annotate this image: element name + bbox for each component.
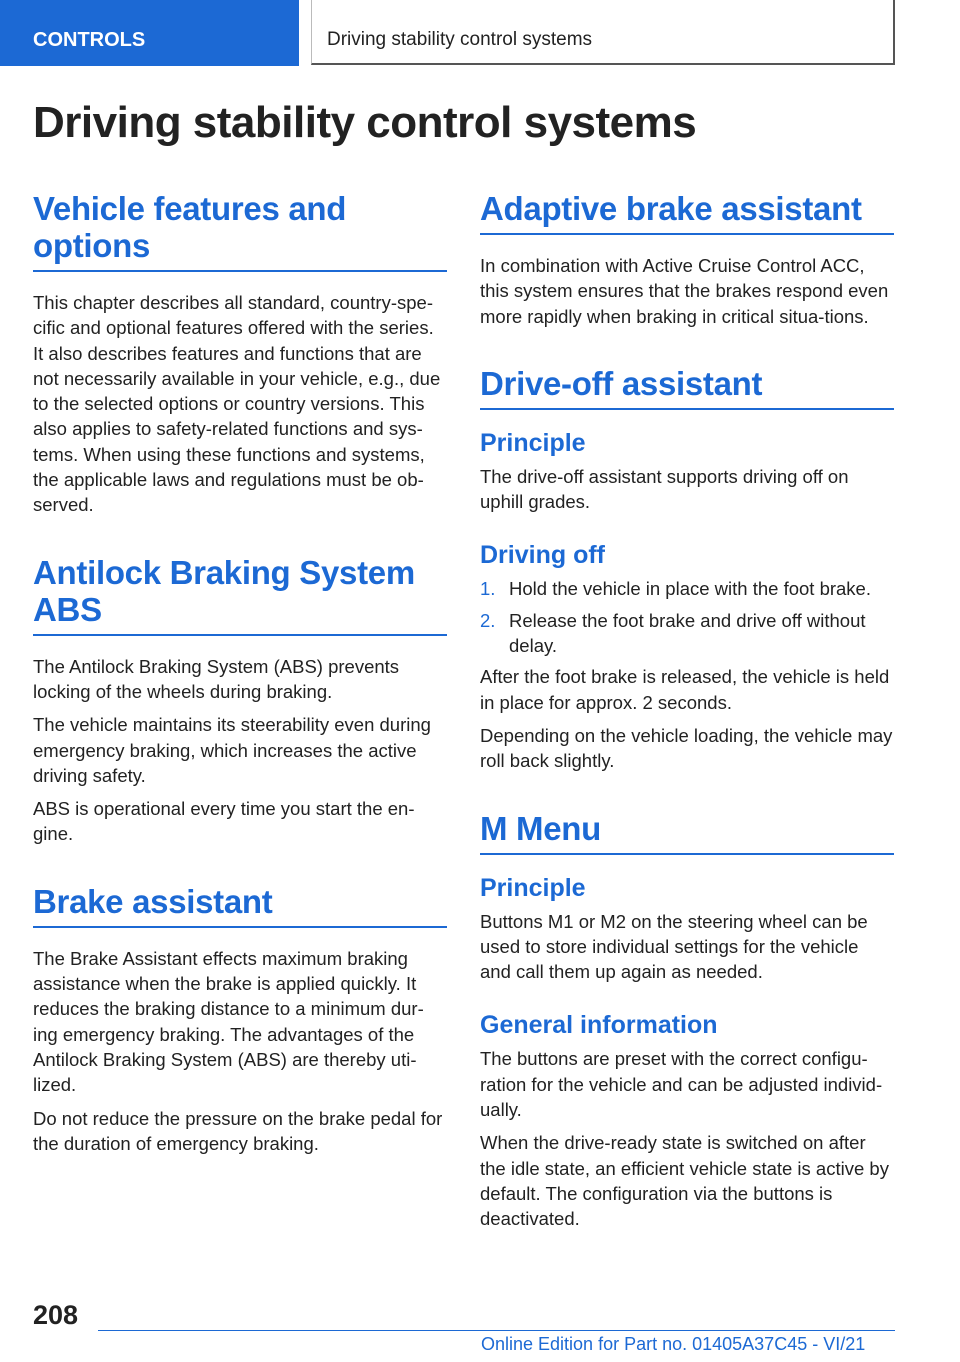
subheading-driving-off: Driving off	[480, 541, 605, 570]
paragraph: ABS is operational every time you start the en-gine.	[33, 798, 415, 845]
paragraph: The Brake Assistant effects maximum braking assistance when the brake is applied quickly. It reduces the braking distance to a minimum dur-ing emergency braking. The advantages of the Antilock Braking System (ABS) are thereby uti-lized.	[33, 947, 424, 1096]
chapter-header-title: Driving stability control systems	[311, 0, 895, 65]
paragraph: Buttons M1 or M2 on the steering wheel can be used to store individual settings for the vehicle and call them up again as needed.	[480, 910, 868, 983]
paragraph: After the foot brake is released, the vehicle is held in place for approx. 2 seconds.	[480, 666, 890, 713]
step-number: 1.	[480, 578, 496, 600]
subheading-principle: Principle	[480, 873, 586, 902]
paragraph: The vehicle maintains its steerability even during emergency braking, which increases the active driving safety.	[33, 714, 431, 786]
section-tab: CONTROLS	[0, 0, 299, 66]
heading-m-menu: M Menu	[480, 810, 894, 855]
heading-vehicle-features: Vehicle features and options	[33, 190, 447, 272]
paragraph: Do not reduce the pressure on the brake pedal for the duration of emergency braking.	[33, 1107, 443, 1154]
step-text: Hold the vehicle in place with the foot brake.	[509, 578, 871, 600]
page-title: Driving stability control systems	[33, 98, 697, 147]
step-text: Release the foot brake and drive off without delay.	[509, 609, 866, 657]
paragraph: In combination with Active Cruise Control ACC, this system ensures that the brakes respond even more rapidly when braking in critical situa-tions.	[480, 255, 889, 327]
paragraph: The drive-off assistant supports driving off on uphill grades.	[480, 465, 849, 513]
right-column	[480, 190, 894, 1240]
heading-adaptive-brake-assistant: Adaptive brake assistant	[480, 190, 894, 235]
paragraph: This chapter describes all standard, country-spe-cific and optional features offered with the series. It also describes features and functions that are not necessarily available in your vehicle, e.g., due to the selected options or country versions. This also applies to safety-related functions and sys-tems. When using these functions and systems, the applicable laws and regulations must be ob-served.	[33, 292, 441, 516]
list-item	[480, 576, 894, 601]
page-number: 208	[33, 1300, 79, 1330]
paragraph: The Antilock Braking System (ABS) prevents locking of the wheels during braking.	[33, 655, 400, 702]
edition-footer: Online Edition for Part no. 01405A37C45 - VI/21	[481, 1334, 866, 1354]
subheading-principle: Principle	[480, 428, 586, 457]
paragraph: Depending on the vehicle loading, the vehicle may roll back slightly.	[480, 724, 893, 772]
subheading-general-information: General information	[480, 1011, 718, 1040]
step-number: 2.	[480, 609, 496, 631]
left-column	[33, 190, 447, 1164]
list-item	[480, 608, 894, 659]
heading-brake-assistant: Brake assistant	[33, 883, 447, 928]
steps-list	[480, 576, 894, 658]
paragraph: The buttons are preset with the correct configu-ration for the vehicle and can be adjusted individ-ually.	[480, 1048, 883, 1121]
heading-abs: Antilock Braking System ABS	[33, 554, 447, 636]
paragraph: When the drive-ready state is switched on after the idle state, an efficient vehicle state is active by default. The configuration via the buttons is deactivated.	[480, 1132, 889, 1230]
footer-divider	[98, 1330, 895, 1331]
heading-drive-off-assistant: Drive-off assistant	[480, 365, 894, 410]
